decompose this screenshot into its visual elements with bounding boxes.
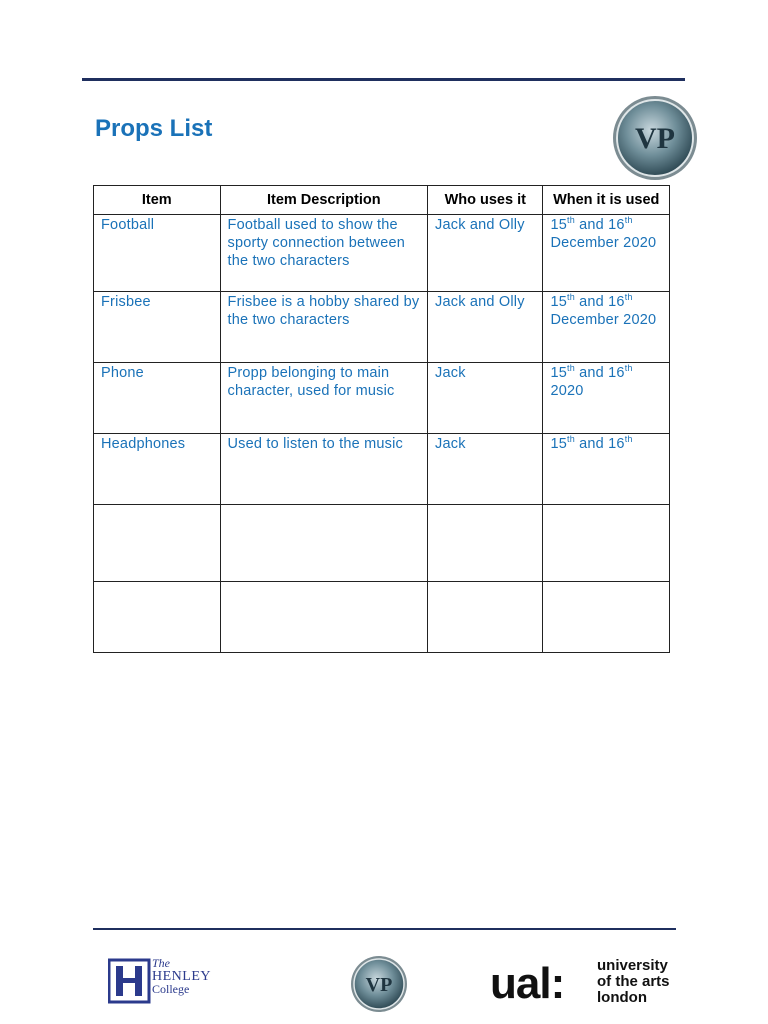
cell-item: Frisbee — [94, 292, 221, 363]
cell-who: Jack and Olly — [428, 215, 543, 292]
cell-empty — [428, 582, 543, 653]
cell-empty — [94, 582, 221, 653]
svg-text:VP: VP — [635, 122, 675, 155]
header-rule — [82, 78, 685, 81]
cell-when: 15th and 16th — [543, 434, 670, 505]
header-item-description: Item Description — [220, 186, 428, 215]
cell-when: 15th and 16th 2020 — [543, 363, 670, 434]
cell-empty — [220, 582, 428, 653]
cell-who: Jack — [428, 434, 543, 505]
table-row-empty — [94, 582, 670, 653]
props-table — [93, 185, 670, 653]
ual-logo-mark: ual: — [490, 959, 565, 1008]
table-row — [94, 215, 670, 292]
cell-item: Headphones — [94, 434, 221, 505]
cell-empty — [220, 505, 428, 582]
cell-when: 15th and 16th December 2020 — [543, 292, 670, 363]
cell-description: Football used to show the sporty connection between the two characters — [220, 215, 428, 292]
cell-description: Frisbee is a hobby shared by the two characters — [220, 292, 428, 363]
header-item: Item — [94, 186, 221, 215]
cell-description: Used to listen to the music — [220, 434, 428, 505]
header-when-used: When it is used — [543, 186, 670, 215]
cell-item: Phone — [94, 363, 221, 434]
cell-description: Propp belonging to main character, used for music — [220, 363, 428, 434]
cell-who: Jack — [428, 363, 543, 434]
cell-empty — [428, 505, 543, 582]
header-who-uses-it: Who uses it — [428, 186, 543, 215]
cell-who: Jack and Olly — [428, 292, 543, 363]
table-row — [94, 363, 670, 434]
cell-empty — [543, 505, 670, 582]
table-row-empty — [94, 505, 670, 582]
table-row — [94, 434, 670, 505]
page-title: Props List — [95, 115, 213, 142]
vp-logo — [612, 95, 698, 181]
table-row — [94, 292, 670, 363]
cell-empty — [94, 505, 221, 582]
cell-item: Football — [94, 215, 221, 292]
vp-footer-logo — [350, 955, 408, 1013]
cell-empty — [543, 582, 670, 653]
cell-when: 15th and 16th December 2020 — [543, 215, 670, 292]
ual-wordmark: university of the arts london — [597, 957, 670, 1006]
svg-text:VP: VP — [365, 974, 393, 996]
footer-rule — [93, 928, 676, 930]
table-header-row — [94, 186, 670, 215]
henley-college-wordmark: The HENLEY College — [152, 956, 211, 996]
